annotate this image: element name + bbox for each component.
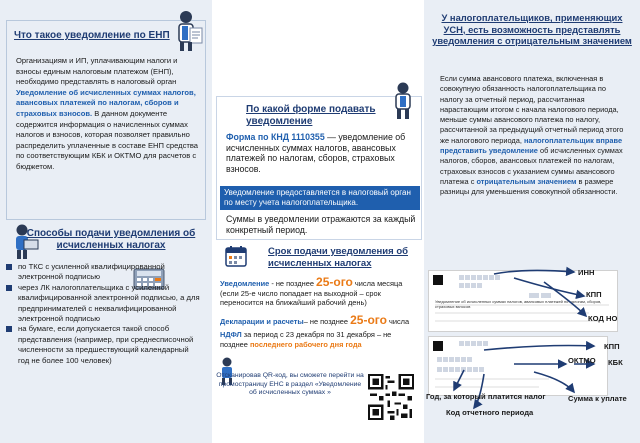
methods-list bbox=[6, 262, 202, 366]
methods-title: Способы подачи уведомления об исчисленных налогах bbox=[26, 228, 196, 251]
label-period: Код отчетного периода bbox=[446, 408, 534, 417]
sums-text: Суммы в уведомлении отражаются за каждый конкретный период. bbox=[226, 214, 416, 235]
label-kbk: КБК bbox=[608, 358, 623, 367]
label-kod-no: КОД НО bbox=[588, 314, 618, 323]
deadline-ndfl: НДФЛ за период с 23 декабря по 31 декабря – не позднее последнего рабочего дня года bbox=[220, 330, 392, 349]
deadline-block bbox=[220, 275, 420, 350]
method-item: на бумаге, если допускается такой способ представления (например, при среднесписочной численности за предшествующий календарный год не более 100 человек) bbox=[6, 324, 202, 366]
definition-highlight: Уведомление об исчисленных суммах налогов, авансовых платежей по налогам, сборов и страховых взносов. bbox=[16, 87, 196, 118]
band-text: Уведомление предоставляется в налоговый орган по месту учета налогоплательщика. bbox=[224, 188, 411, 207]
person-with-document-icon bbox=[168, 8, 206, 52]
label-kpp-top: КПП bbox=[586, 290, 602, 299]
label-inn: ИНН bbox=[578, 268, 595, 277]
definition-text: Организациям и ИП, уплачивающим налоги и взносы единым налоговым платежом (ЕНП), необходимо представлять в налоговый орган Уведомление об исчисленных суммах налогов, авансовых платежей по налогам, сборов и страховых взносов. В данном документе содержится информация о начисленных суммах налогов и взносов, которая позволяет правильно распределить уплаченные в составе ЕНП средства по соответствующим КБК и ОКТМО для расчетов с бюджетом. bbox=[16, 56, 199, 171]
form-description: Форма по КНД 1110355 — уведомление об исчисленных суммах налогов, авансовых платежей по налогам, сборов, страховых взносов. bbox=[226, 132, 406, 174]
label-amount: Сумма к уплате bbox=[568, 394, 627, 403]
calendar-icon bbox=[224, 244, 248, 268]
qr-caption: Отсканировав QR-код, вы сможете перейти на промостраницу ЕНС в раздел «Уведомление об исчисленных суммах » bbox=[216, 372, 364, 397]
deadline-declarations: Декларации и расчеты– не позднее 25-ого числа bbox=[220, 312, 410, 327]
qr-code-icon[interactable] bbox=[368, 374, 414, 420]
form-title: По какой форме подавать уведомление bbox=[246, 104, 376, 127]
deadline-title: Срок подачи уведомления об исчисленных налогах bbox=[268, 246, 408, 269]
deadline-notice: Уведомление - не позднее 25-ого числа месяца bbox=[220, 275, 403, 289]
definition-title: Что такое уведомление по ЕНП bbox=[14, 30, 170, 41]
label-kpp-bottom: КПП bbox=[604, 342, 620, 351]
usn-title: У налогоплательщиков, применяющих УСН, есть возможность представлять уведомления с отрицательным значением bbox=[432, 12, 632, 47]
method-item: по ТКС с усиленной квалифицированной электронной подписью bbox=[6, 262, 202, 283]
form-code: Форма по КНД 1110355 bbox=[226, 132, 325, 142]
form-caption: Уведомление об исчисленных суммах налогов, авансовых платежей по налогам, сборов, страховых взносов bbox=[435, 299, 602, 309]
label-year: Год, за который платится налог bbox=[426, 392, 546, 401]
usn-text: Если сумма авансового платежа, включенная в совокупную обязанность налогоплательщика по налогу за отчетный период, рассчитанная нарастающим итогом с начала налогового периода, меньше суммы авансового платежа по налогу, рассчитанной за предыдущий отчетный период этого же налогового периода, налогоплательщик вправе представить уведомление об исчисленных суммах налогов, сборов, авансовых платежей по налогам, страховых взносов с указанием суммы авансового платежа с отрицательным значением в размере разницы для уменьшения совокупной обязанности. bbox=[440, 74, 624, 197]
deadline-note: (если 25-е число попадает на выходной – срок переносится на ближайший рабочий день) bbox=[220, 288, 381, 308]
label-oktmo: ОКТМО bbox=[568, 356, 596, 365]
method-item: через ЛК налогоплательщика с усиленной квалифицированной электронной подписью, а для предпринимателей с неквалифицированной электронной подписью bbox=[6, 283, 202, 325]
